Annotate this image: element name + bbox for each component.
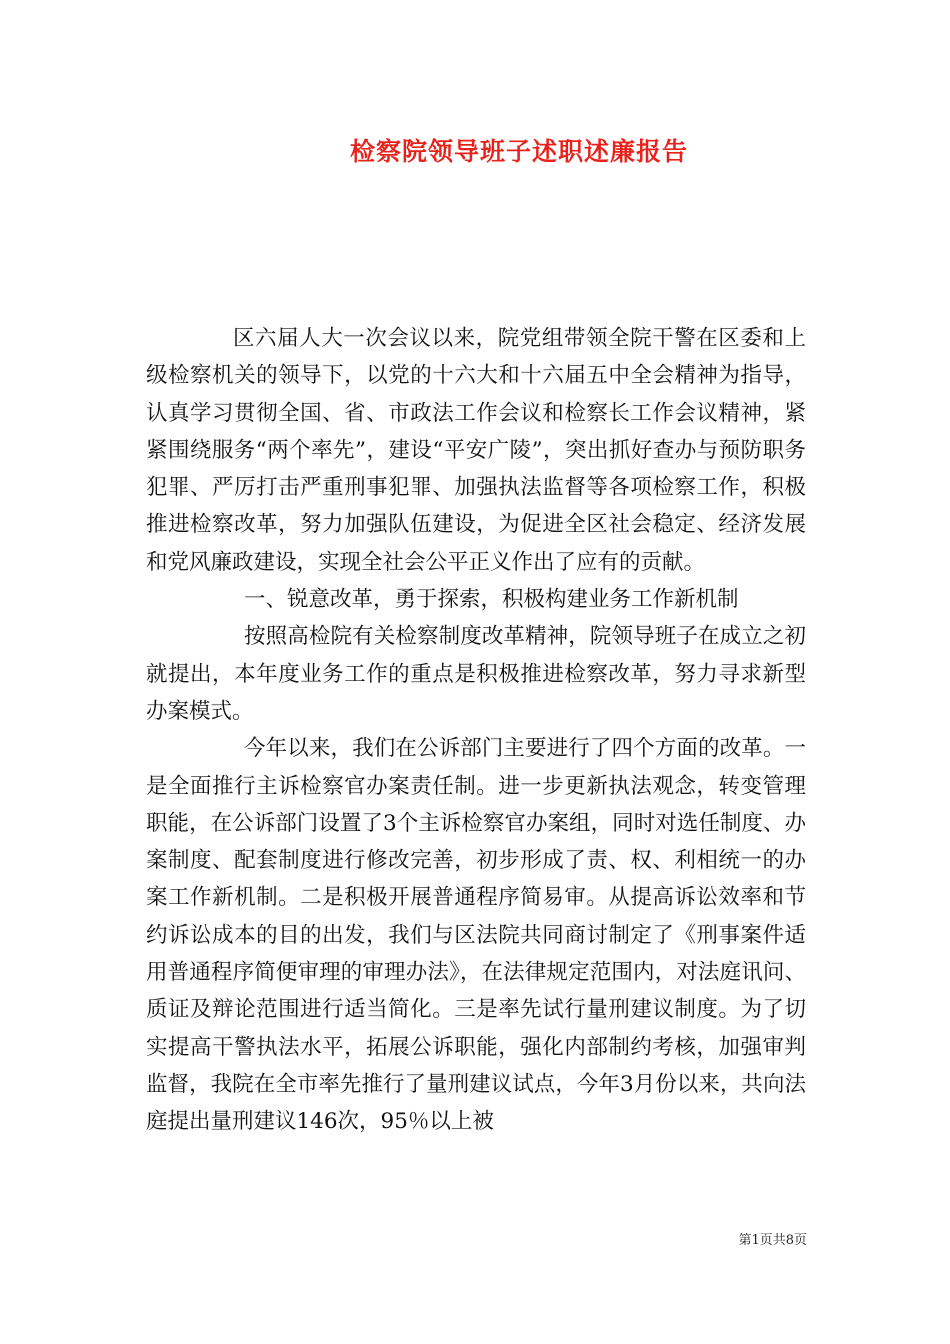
body-paragraph-intro: 区六届人大一次会议以来，院党组带领全院干警在区委和上级检察机关的领导下，以党的十六大和十六届五中全会精神为指导，认真学习贯彻全国、省、市政法工作会议和检察长工作会议精神，紧紧围绕服务“两个率先”，建设“平安广陵”，突出抓好查办与预防职务犯罪、严厉打击严重刑事犯罪、加强执法监督等各项检察工作，积极推进检察改革，努力加强队伍建设，为促进全区社会稳定、经济发展和党风廉政建设，实现全社会公平正义作出了应有的贡献。 xyxy=(146,326,806,575)
document-body xyxy=(146,320,806,1141)
body-paragraph-prosecution-reforms: 今年以来，我们在公诉部门主要进行了四个方面的改革。一是全面推行主诉检察官办案责任制。进一步更新执法观念，转变管理职能，在公诉部门设置了3个主诉检察官办案组，同时对选任制度、办案制度、配套制度进行修改完善，初步形成了责、权、利相统一的办案工作新机制。二是积极开展普通程序简易审。从提高诉讼效率和节约诉讼成本的目的出发，我们与区法院共同商讨制定了《刑事案件适用普通程序简便审理的审理办法》，在法律规定范围内，对法庭讯问、质证及辩论范围进行适当简化。三是率先试行量刑建议制度。为了切实提高干警执法水平，拓展公诉职能，强化内部制约考核，加强审判监督，我院在全市率先推行了量刑建议试点，今年3月份以来，共向法庭提出量刑建议146次，95％以上被 xyxy=(146,736,806,1135)
section-heading-reform: 一、锐意改革，勇于探索，积极构建业务工作新机制 xyxy=(244,587,739,613)
body-paragraph-reform-focus: 按照高检院有关检察制度改革精神，院领导班子在成立之初就提出，本年度业务工作的重点是积极推进检察改革，努力寻求新型办案模式。 xyxy=(146,624,806,724)
document-title: 检察院领导班子述职述廉报告 xyxy=(349,137,688,166)
page-number-footer: 第1页共8页 xyxy=(738,1233,807,1248)
